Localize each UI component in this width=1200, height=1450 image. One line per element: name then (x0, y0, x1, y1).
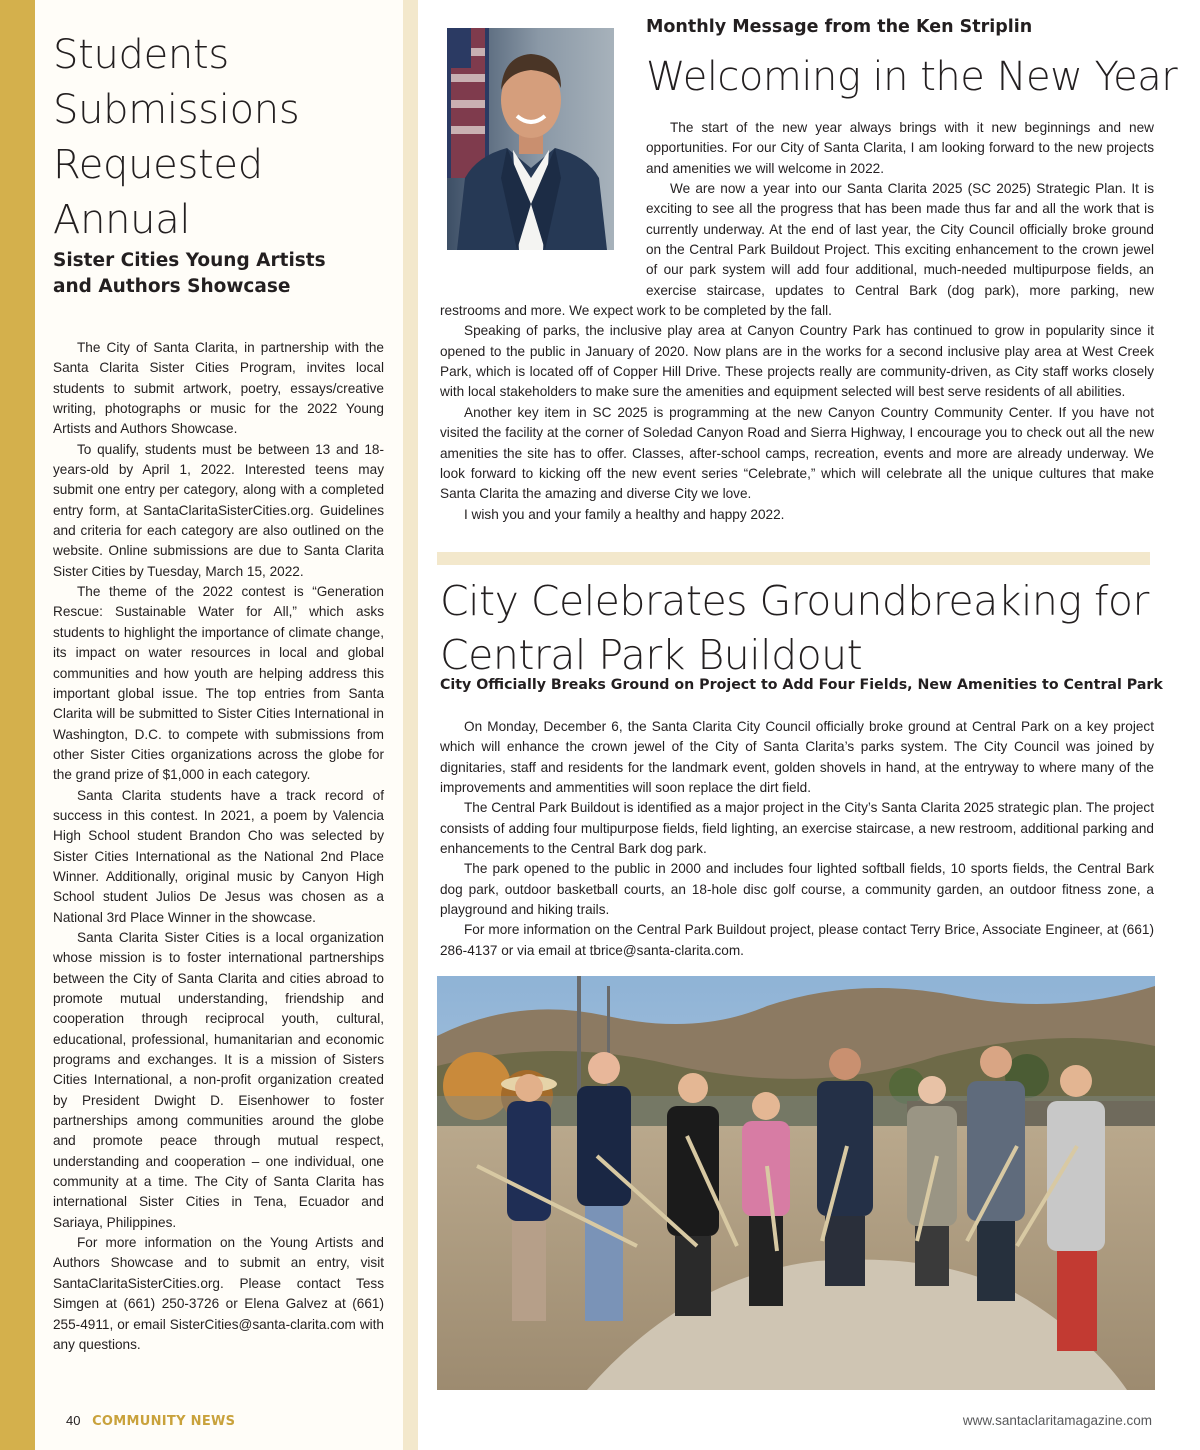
paragraph: Santa Clarita Sister Cities is a local organization whose mission is to foster international partnerships between the City of Santa Clarita and cities abroad to promote mutual understanding, friendship and cooperation through reciprocal youth, cultural, educational, professional, humanitarian and economic programs and exchanges. It is a mission of Sisters Cities International, a non-profit organization created by President Dwight D. Eisenhower to foster partnerships among communities around the globe and promote peace through mutual respect, understanding and cooperation – one individual, one community at a time. The City of Santa Clarita has international Sister Cities in Tena, Ecuador and Sariaya, Philippines. (53, 929, 384, 1230)
section-rule (437, 552, 1150, 565)
paragraph: Speaking of parks, the inclusive play area at Canyon Country Park has continued to grow in popularity since it opened to the public in January of 2020. Now plans are in the works for a second inclusive play area at West Creek Park, which is located off of Copper Hill Drive. These projects really are community-driven, as City staff works closely with local stakeholders to make sure the amenities and equipment selected will best serve residents of all abilities. (440, 323, 1154, 400)
paragraph: The Central Park Buildout is identified as a major project in the City’s Santa Clarita 2025 strategic plan. The project consists of adding four multipurpose fields, field lighting, an exercise staircase, a new restroom, additional parking and enhancements to the Central Bark dog park. (440, 800, 1154, 857)
paragraph: To qualify, students must be between 13 and 18-years-old by April 1, 2022. Interested teens may submit one entry per category, along with a completed entry form, at SantaClaritaSisterCities.org. Guidelines and criteria for each category are also outlined on the website. Online submissions are due to Santa Clarita Sister Cities by Tuesday, March 15, 2022. (53, 441, 384, 579)
paragraph: The theme of the 2022 contest is “Generation Rescue: Sustainable Water for All,” which asks students to highlight the importance of climate change, its impact on water resources in local and global communities and how youth are helping address this important global issue. The top entries from Santa Clarita will be submitted to Sister Cities International in Washington, D.C. to compete with submissions from other Sister Cities organizations across the globe for the grand prize of $1,000 in each category. (53, 584, 384, 783)
column-divider (403, 0, 418, 1450)
left-gold-bar (0, 0, 35, 1450)
groundbreaking-photo (437, 976, 1155, 1390)
park-article-body (440, 717, 1154, 961)
sidebar-article-title (53, 28, 384, 248)
title-line: Annual (53, 197, 191, 243)
subtitle-line: Sister Cities Young Artists (53, 250, 326, 271)
message-kicker: Monthly Message from the Ken Striplin (646, 17, 1033, 37)
title-line: Submissions (53, 87, 300, 133)
paragraph: The start of the new year always brings with it new beginnings and new opportunities. For our City of Santa Clarita, I am looking forward to the new projects and amenities we will welcome in 2022. (646, 120, 1154, 176)
park-article-subtitle: City Officially Breaks Ground on Project to Add Four Fields, New Amenities to Central Park (440, 677, 1163, 693)
photo-wrap-space (440, 118, 646, 286)
paragraph: I wish you and your family a healthy and happy 2022. (464, 506, 785, 522)
paragraph: For more information on the Central Park Buildout project, please contact Terry Brice, Associate Engineer, at (661) 286-4137 or via email at tbrice@santa-clarita.com. (440, 922, 1154, 958)
park-article-title: City Celebrates Groundbreaking for Central Park Buildout (440, 577, 1149, 679)
section-label: COMMUNITY NEWS (92, 1414, 236, 1429)
title-line: Requested (53, 142, 263, 188)
paragraph: For more information on the Young Artists and Authors Showcase and to submit an entry, visit SantaClaritaSisterCities.org. Please contact Tess Simgen at (661) 250-3726 or Elena Galvez at (661) 255-4911, or email SisterCities@santa-clarita.com with any questions. (53, 1235, 384, 1352)
paragraph: On Monday, December 6, the Santa Clarita City Council officially broke ground at Central Park on a key project which will enhance the crown jewel of the City of Santa Clarita’s parks system. The City Council was joined by dignitaries, staff and residents for the landmark event, golden shovels in hand, at the entryway to where many of the improvements and ammentities will soon replace the dirt field. (440, 719, 1154, 796)
sidebar-article (53, 28, 384, 1355)
paragraph: The park opened to the public in 2000 and includes four lighted softball fields, 10 sports fields, the Central Bark dog park, outdoor basketball courts, an 18-hole disc golf course, a community garden, an outdoor fitness zone, a playground and hiking trails. (440, 861, 1154, 918)
website-url: www.santaclaritamagazine.com (962, 1413, 1152, 1428)
subtitle-line: and Authors Showcase (53, 276, 291, 297)
title-line: Students (53, 32, 229, 78)
message-title: Welcoming in the New Year (646, 54, 1178, 100)
sidebar-article-subtitle (53, 248, 384, 300)
paragraph: Another key item in SC 2025 is programming at the new Canyon Country Community Center. If you have not visited the facility at the corner of Soledad Canyon Road and Sierra Highway, I encourage you to check out all the new amenities the site has to offer. Classes, after-school camps, recreation, events and more are already underway. We look forward to kicking off the new event series “Celebrate,” which will celebrate all the unique cultures that make Santa Clarita the amazing and diverse City we love. (440, 404, 1154, 502)
paragraph: We are now a year into our Santa Clarita 2025 (SC 2025) Strategic Plan. It is exciting to see all the progress that has been made thus far and all the work that is currently underway. At the end of last year, the City Council officially broke ground on the Central Park Buildout Project. This exciting enhancement to the crown jewel of our park system will add four additional, much-needed multipurpose fields, an exercise staircase, updates to Central Bark (dog park), more parking, new restrooms and more. We expect work to be completed by the fall. (440, 181, 1154, 319)
page-footer-left (66, 1413, 235, 1429)
page-number: 40 (66, 1413, 81, 1428)
groundbreaking-illustration (437, 976, 1155, 1390)
paragraph: The City of Santa Clarita, in partnership with the Santa Clarita Sister Cities Program, invites local students to submit artwork, poetry, essays/creative writing, photographs or music for the 2022 Young Artists and Authors Showcase. (53, 340, 384, 437)
message-body (440, 118, 1154, 525)
sidebar-article-body (53, 338, 384, 1355)
paragraph: Santa Clarita students have a track record of success in this contest. In 2021, a poem by Valencia High School student Brandon Cho was selected by Sister Cities International as the National 2nd Place Winner. Additionally, original music by Canyon High School student Julios De Jesus was chosen as a National 3rd Place Winner in the showcase. (53, 787, 384, 925)
